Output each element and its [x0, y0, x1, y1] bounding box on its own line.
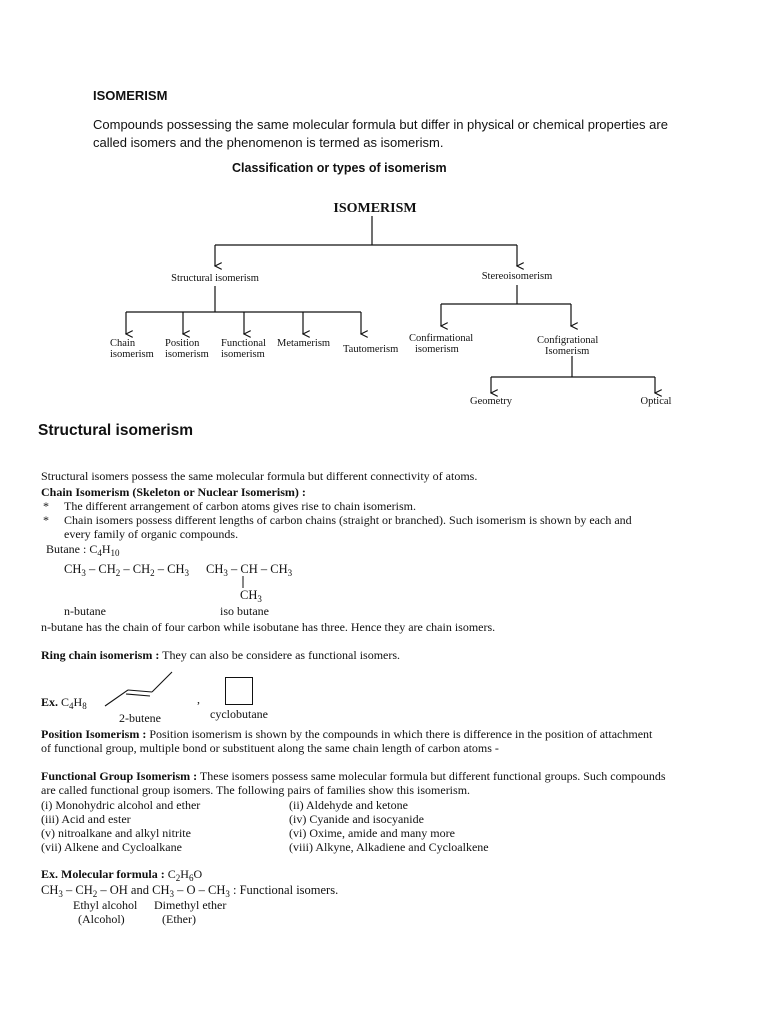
functional-example-suffix: : Functional isomers. [233, 883, 339, 897]
intro-line-1: Compounds possessing the same molecular formula but differ in physical or chemical properties are [93, 117, 668, 132]
functional-example-formula: Ex. Molecular formula : $C_2H_6O$ [41, 867, 203, 883]
bullet-2-text: Chain isomers possess different lengths of carbon chains (straight or branched). Such isomerism is shown by each and [64, 513, 632, 527]
pair-item: (iii) Acid and ester [41, 812, 131, 826]
ring-chain-text: They can also be considere as functional isomers. [159, 648, 401, 662]
pair-item: (ii) Aldehyde and ketone [289, 798, 408, 812]
pair-item: (v) nitroalkane and alkyl nitrite [41, 826, 191, 840]
node-chain-line2: isomerism [110, 349, 154, 360]
butene-skeletal-structure [100, 668, 180, 710]
node-configurational-line1: Configrational [537, 335, 599, 346]
bullet-marker: * [43, 513, 49, 527]
pair-item: (i) Monohydric alcohol and ether [41, 798, 201, 812]
functional-example-label: Ex. Molecular formula : [41, 867, 165, 881]
node-optical: Optical [640, 396, 672, 407]
pair-item: (iv) Cyanide and isocyanide [289, 812, 424, 826]
node-structural: Structural isomerism [171, 273, 259, 284]
ring-example: Ex. $C_4H_8$ [41, 695, 87, 711]
ring-chain-heading: Ring chain isomerism : [41, 648, 160, 662]
node-chain-line1: Chain [110, 338, 136, 349]
iso-butane-label: iso butane [220, 604, 269, 618]
butane-formula: Butane : $C_4H_{10}$ [46, 542, 120, 558]
ring-example-label: Ex. [41, 695, 59, 709]
bullet-2-continuation: every family of organic compounds. [64, 527, 239, 541]
isomerism-tree-diagram [0, 0, 768, 420]
functional-example-structures: $CH_3 - CH_2$ – OH and $CH_3$ – O – $CH_3$ : Functional isomers. [41, 883, 339, 899]
node-conformational-line1: Confirmational [409, 333, 474, 344]
position-isomerism-text: Position isomerism is shown by the compounds in which there is difference in the position of attachment [146, 727, 653, 741]
node-configurational-line2: Isomerism [545, 346, 590, 357]
separator-comma: , [197, 692, 200, 706]
node-position-line1: Position [165, 338, 200, 349]
ethyl-alcohol-label: Ethyl alcohol [73, 898, 138, 912]
cyclobutane-structure [225, 677, 253, 705]
page-heading: ISOMERISM [93, 88, 168, 103]
chain-isomerism-heading: Chain Isomerism (Skeleton or Nuclear Isomerism) : [41, 485, 306, 499]
n-butane-label: n-butane [64, 604, 106, 618]
intro-line-2: called isomers and the phenomenon is termed as isomerism. [93, 135, 444, 150]
n-butane-structure: $CH_3 - CH_2 - CH_2 - CH_3$ [64, 562, 189, 578]
node-isomerism: ISOMERISM [333, 201, 417, 216]
node-tautomerism: Tautomerism [343, 344, 399, 355]
functional-pairs-left [41, 798, 200, 854]
functional-isomerism-text: These isomers possess same molecular formula but different functional groups. Such compounds [197, 769, 666, 783]
dimethyl-ether-label: Dimethyl ether [154, 898, 227, 912]
functional-isomerism-line2: are called functional group isomers. The following pairs of families show this isomerism. [41, 783, 471, 797]
position-isomerism-line1 [41, 727, 652, 742]
structural-section-title: Structural isomerism [38, 422, 194, 439]
position-isomerism-line2: of functional group, multiple bond or substituent along the same chain length of carbon atoms - [41, 741, 499, 755]
functional-isomerism-line1 [41, 769, 666, 784]
bullet-2 [43, 513, 632, 528]
butene-label: 2-butene [119, 711, 161, 725]
node-metamerism: Metamerism [277, 338, 331, 349]
structural-definition: Structural isomers possess the same molecular formula but different connectivity of atoms. [41, 469, 478, 483]
pair-item: (vii) Alkene and Cycloalkane [41, 840, 182, 854]
node-geometry: Geometry [470, 396, 512, 407]
classification-title: Classification or types of isomerism [232, 161, 447, 175]
iso-butane-structure: $CH_3$ – CH – $CH_3$ [206, 562, 293, 578]
bullet-marker: * [43, 499, 49, 513]
node-stereo: Stereoisomerism [481, 271, 553, 282]
cyclobutane-label: cyclobutane [210, 707, 268, 721]
bullet-1-text: The different arrangement of carbon atoms gives rise to chain isomerism. [64, 499, 416, 513]
pair-item: (vi) Oxime, amide and many more [289, 826, 455, 840]
bullet-1 [43, 499, 416, 514]
position-isomerism-heading: Position Isomerism : [41, 727, 147, 741]
ring-chain-isomerism [41, 648, 400, 663]
node-functional-line2: isomerism [221, 349, 265, 360]
pair-item: (viii) Alkyne, Alkadiene and Cycloalkene [289, 840, 489, 854]
node-functional-line1: Functional [221, 338, 266, 349]
ether-label: (Ether) [162, 912, 196, 926]
butane-label: Butane : [46, 542, 87, 556]
alcohol-label: (Alcohol) [78, 912, 125, 926]
chain-conclusion: n-butane has the chain of four carbon while isobutane has three. Hence they are chain isomers. [41, 620, 496, 634]
iso-butane-branch: $CH_3$ [240, 588, 262, 604]
functional-isomerism-heading: Functional Group Isomerism : [41, 769, 198, 783]
node-position-line2: isomerism [165, 349, 209, 360]
functional-pairs-right [289, 798, 489, 854]
node-conformational-line2: isomerism [415, 344, 459, 355]
